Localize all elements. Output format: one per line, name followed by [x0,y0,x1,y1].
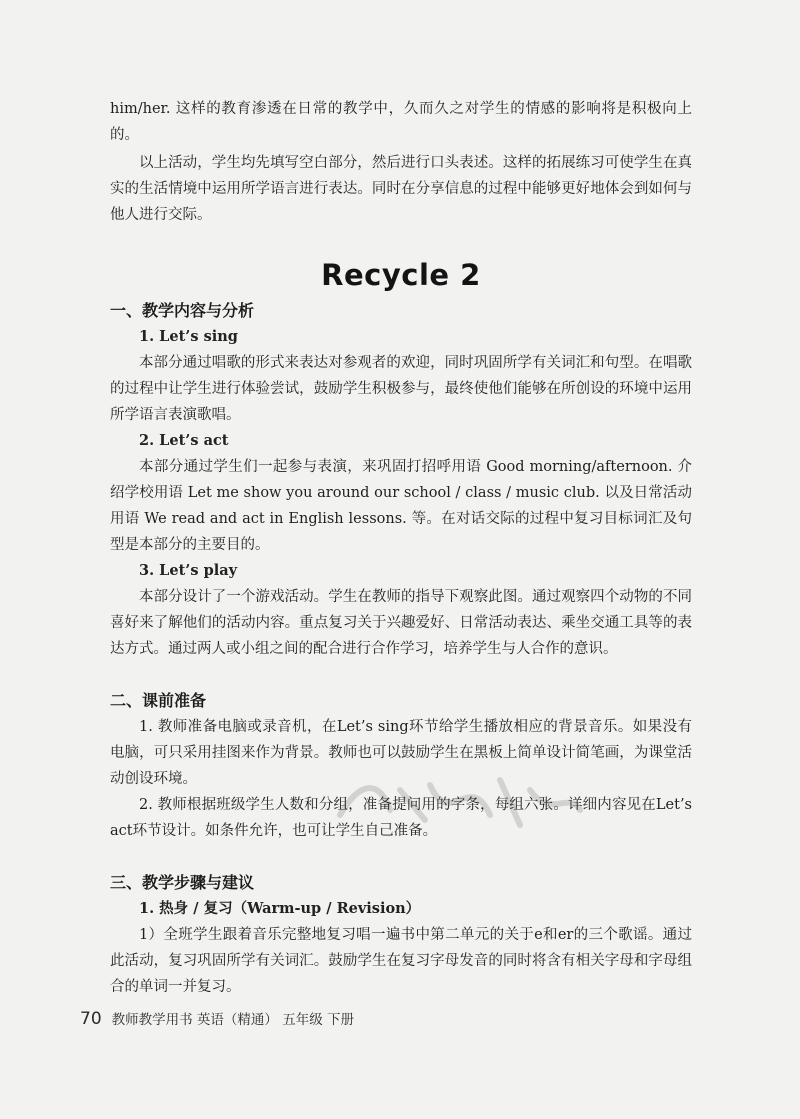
heading-teaching-steps: 三、教学步骤与建议 [110,873,255,892]
page-number: 70 [80,1009,102,1029]
heading-preparation: 二、课前准备 [110,691,207,710]
subheading-lets-sing: 1. Let’s sing [139,328,238,345]
paragraph-warmup: 1）全班学生跟着音乐完整地复习唱一遍书中第二单元的关于e和er的三个歌谣。通过此活动，复习巩固所学有关词汇。鼓励学生在复习字母发音的同时将含有相关字母和字母组合的单词一并复习。 [110,927,692,995]
page-content [110,96,692,1000]
paragraph-lets-play: 本部分设计了一个游戏活动。学生在教师的指导下观察此图。通过观察四个动物的不同喜好来了解他们的活动内容。重点复习关于兴趣爱好、日常活动表达、乘坐交通工具等的表达方式。通过两人或小组之间的配合进行合作学习，培养学生与人合作的意识。 [110,589,692,657]
heading-teaching-content: 一、教学内容与分析 [110,301,255,320]
subheading-warmup: 1. 热身 / 复习（Warm-up / Revision） [139,900,421,917]
intro-paragraph-2: 以上活动，学生均先填写空白部分，然后进行口头表述。这样的拓展练习可使学生在真实的生活情境中运用所学语言进行表达。同时在分享信息的过程中能够更好地体会到如何与他人进行交际。 [110,155,692,223]
paragraph-preparation-1: 1. 教师准备电脑或录音机，在Let’s sing环节给学生播放相应的背景音乐。如果没有电脑，可只采用挂图来作为背景。教师也可以鼓励学生在黑板上简单设计简笔画，为课堂活动创设环境。 [110,719,692,787]
publisher-watermark-icon [330,760,590,840]
subheading-lets-play: 3. Let’s play [139,562,238,579]
paragraph-lets-act: 本部分通过学生们一起参与表演，来巩固打招呼用语 Good morning/afternoon. 介绍学校用语 Let me show you around our school / class / music club. 以及日常活动用语 We read and act in English lessons. 等。在对话交际的过程中复习目标词汇及句型是本部分的主要目的。 [110,459,692,553]
paragraph-preparation-2: 2. 教师根据班级学生人数和分组，准备提问用的字条，每组六张。详细内容见在Let’s act环节设计。如条件允许，也可让学生自己准备。 [110,797,692,839]
intro-paragraph-1: him/her. 这样的教育渗透在日常的教学中，久而久之对学生的情感的影响将是积极向上的。 [110,101,692,143]
subheading-lets-act: 2. Let’s act [139,432,229,449]
page-footer [80,1008,354,1029]
paragraph-lets-sing: 本部分通过唱歌的形式来表达对参观者的欢迎，同时巩固所学有关词汇和句型。在唱歌的过程中让学生进行体验尝试，鼓励学生积极参与，最终使他们能够在所创设的环境中运用所学语言表演歌唱。 [110,355,692,423]
book-title: 教师教学用书 英语（精通） 五年级 下册 [111,1012,355,1028]
section-title: Recycle 2 [321,258,481,292]
